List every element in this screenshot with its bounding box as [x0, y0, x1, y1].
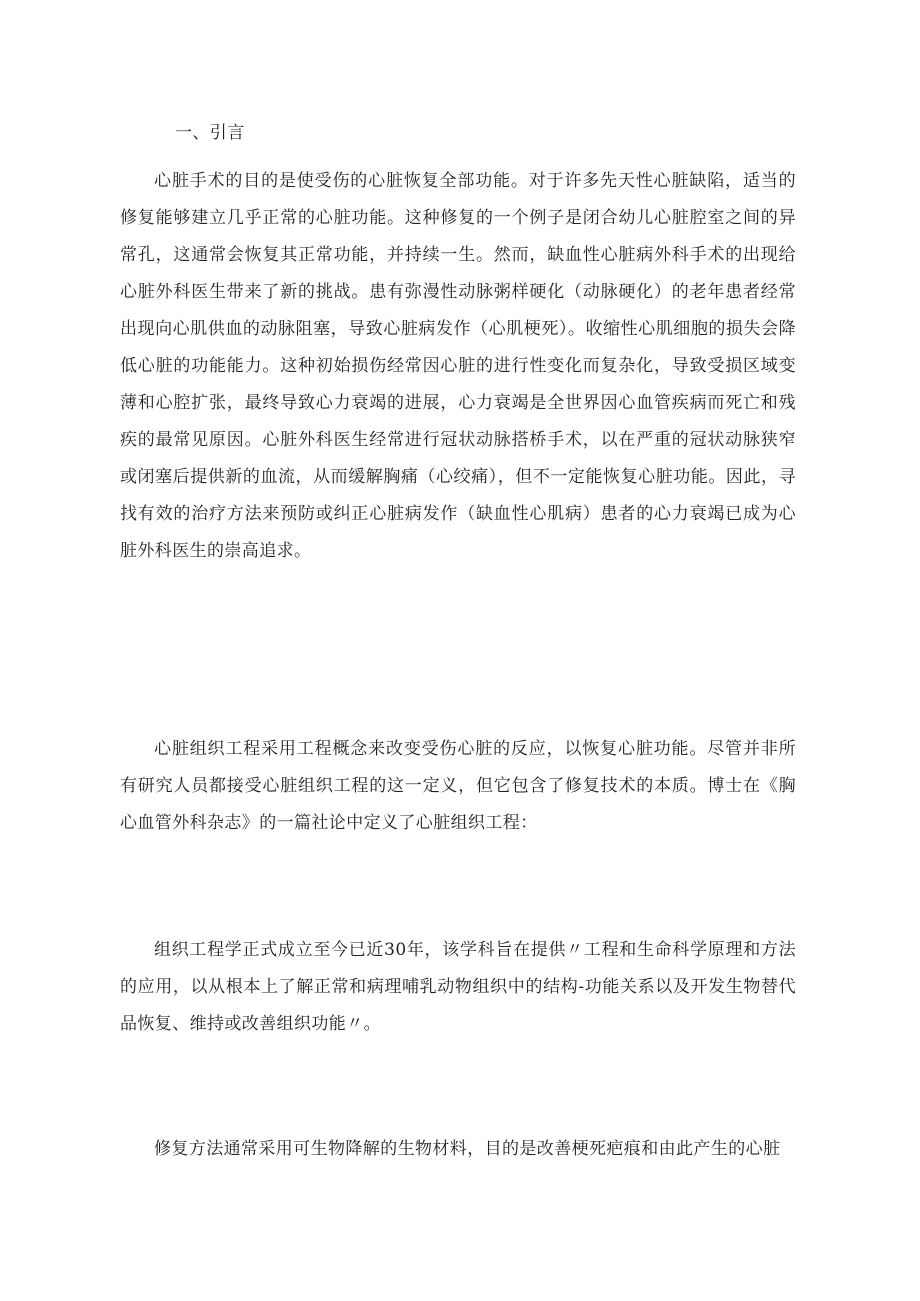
body-paragraph-3: 组织工程学正式成立至今已近30年，该学科旨在提供〃工程和生命科学原理和方法的应用，以从根本上了解正常和病理哺乳动物组织中的结构-功能关系以及开发生物替代品恢复、维持或改善组织功能〃。 — [120, 940, 796, 1034]
body-paragraph-2: 心脏组织工程采用工程概念来改变受伤心脏的反应，以恢复心脏功能。尽管并非所有研究人员都接受心脏组织工程的这一定义，但它包含了修复技术的本质。博士在《胸心血管外科杂志》的一篇社论中定义了心脏组织工程： — [120, 739, 796, 833]
body-paragraph-4: 修复方法通常采用可生物降解的生物材料，目的是改善梗死疤痕和由此产生的心脏 — [154, 1139, 781, 1159]
body-paragraph-1: 心脏手术的目的是使受伤的心脏恢复全部功能。对于许多先天性心脏缺陷，适当的修复能够建立几乎正常的心脏功能。这种修复的一个例子是闭合幼儿心脏腔室之间的异常孔，这通常会恢复其正常功能，并持续一生。然而，缺血性心脏病外科手术的出现给心脏外科医生带来了新的挑战。患有弥漫性动脉粥样硬化（动脉硬化）的老年患者经常出现向心肌供血的动脉阻塞，导致心脏病发作（心肌梗死）。收缩性心肌细胞的损失会降低心脏的功能能力。这种初始损伤经常因心脏的进行性变化而复杂化，导致受损区域变薄和心腔扩张，最终导致心力衰竭的进展，心力衰竭是全世界因心血管疾病而死亡和残疾的最常见原因。心脏外科医生经常进行冠状动脉搭桥手术，以在严重的冠状动脉狭窄或闭塞后提供新的血流，从而缓解胸痛（心绞痛），但不一定能恢复心脏功能。因此，寻找有效的治疗方法来预防或纠正心脏病发作（缺血性心肌病）患者的心力衰竭已成为心脏外科医生的崇高追求。 — [120, 171, 796, 561]
section-heading: 一、引言 — [175, 123, 245, 143]
